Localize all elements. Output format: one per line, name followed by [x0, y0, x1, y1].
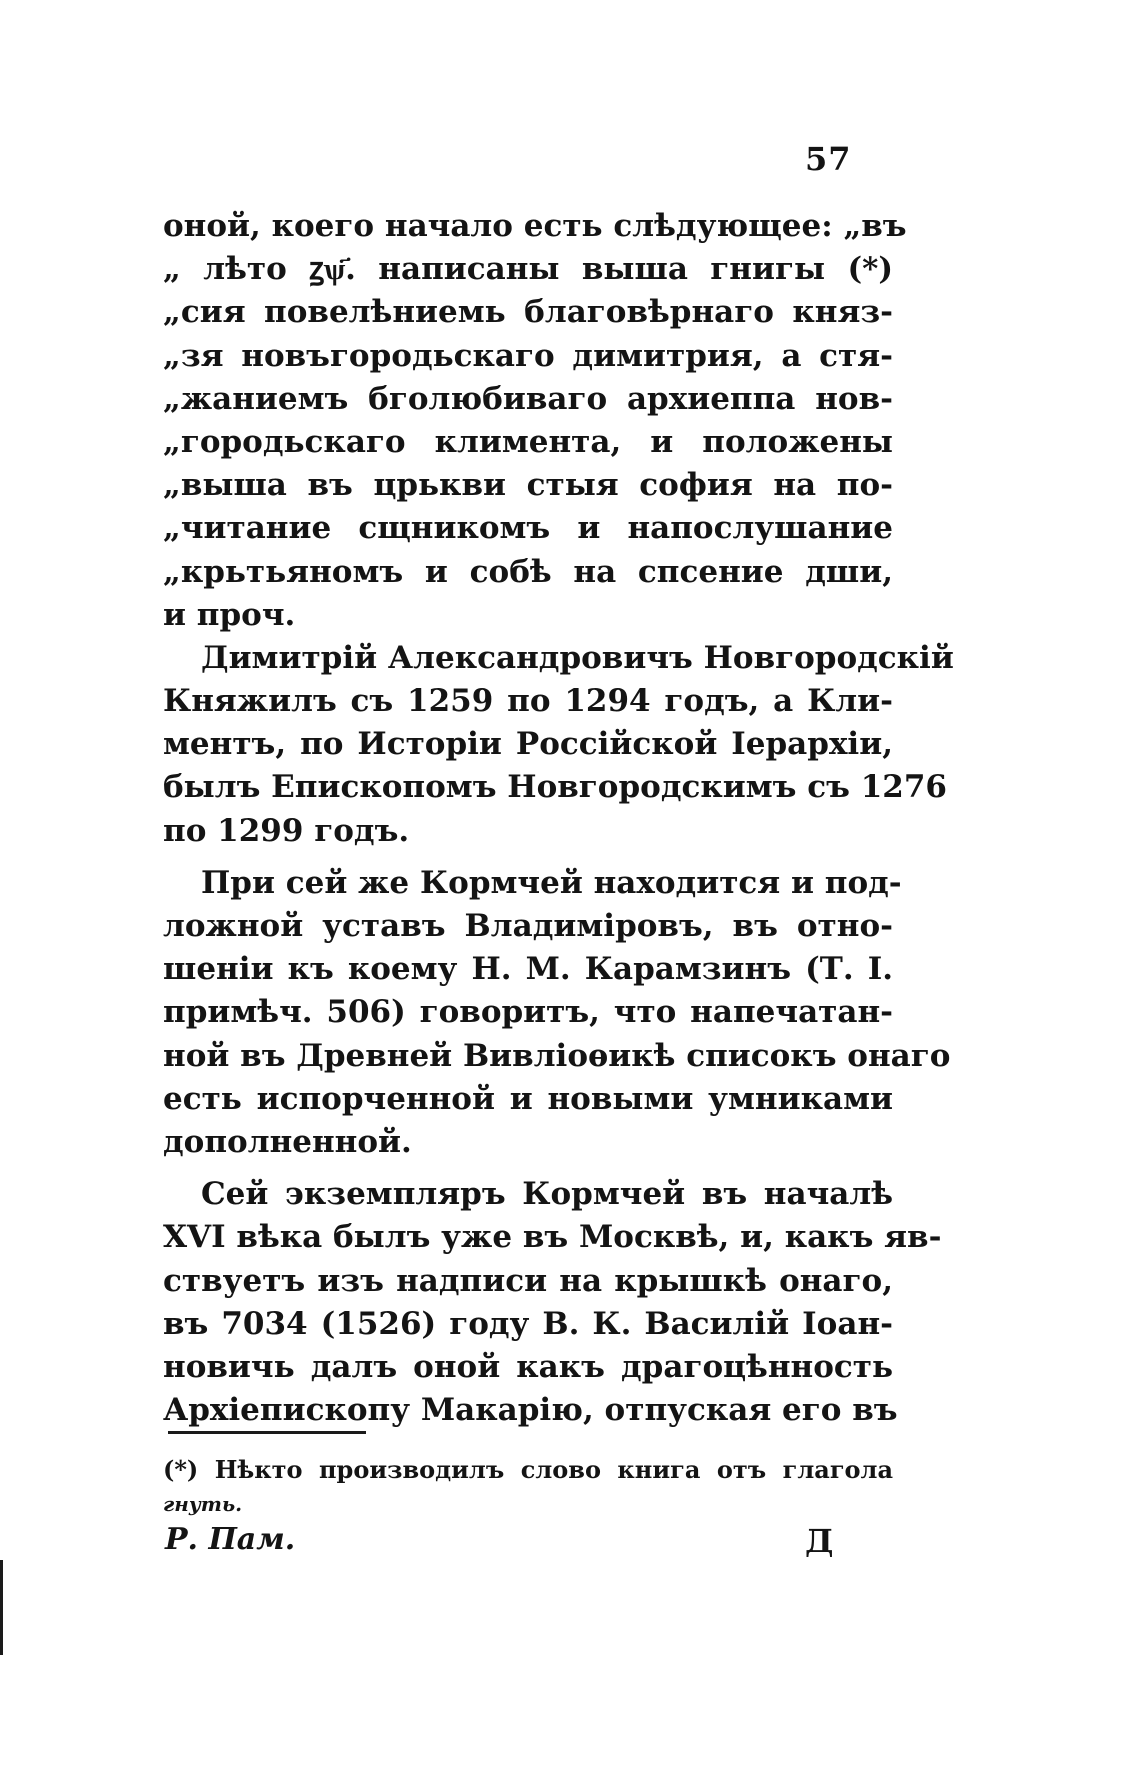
text-line: „крьтьяномъ и собѣ на спсение дши, [163, 553, 893, 590]
text-line: ментъ, по Исторіи Россійской Іерархіи, [163, 726, 893, 763]
text-line: „ лѣто ꙁѱ҃. написаны выша гнигы (*) [163, 251, 893, 288]
paragraph-gap [163, 1164, 893, 1173]
catchword: Д [805, 1522, 834, 1560]
text-line: Архіепископу Макарію, отпуская его въ [163, 1392, 898, 1429]
paragraph-3 [163, 862, 951, 1164]
footnote-rule [168, 1431, 366, 1434]
text-line: ствуетъ изъ надписи на крышкѣ онаго, [163, 1262, 893, 1299]
main-text [163, 205, 954, 1432]
text-line: дополненной. [163, 1123, 412, 1160]
text-line: Княжилъ съ 1259 по 1294 годъ, а Кли- [163, 683, 893, 720]
text-line: новичь далъ оной какъ драгоцѣнность [163, 1348, 893, 1385]
text-line: „читание сщникомъ и напослушание [163, 510, 893, 547]
footnote-line: гнуть. [163, 1492, 243, 1516]
text-line: XVI вѣка былъ уже въ Москвѣ, и, какъ яв- [163, 1219, 942, 1256]
paragraph-2 [163, 637, 954, 853]
text-line: примѣч. 506) говоритъ, что напечатан- [163, 994, 893, 1031]
signature-mark: Р. Пам. [165, 1522, 296, 1557]
paragraph-4 [163, 1173, 942, 1432]
paragraph-1 [163, 205, 907, 637]
footnote-line: (*) Нѣкто производилъ слово книга отъ глагола [163, 1455, 893, 1484]
scan-edge-mark [0, 1560, 3, 1655]
text-line: былъ Епископомъ Новгородскимъ съ 1276 [163, 769, 947, 806]
paragraph-gap [163, 853, 893, 862]
text-line: Сей экземпляръ Кормчей въ началѣ [201, 1176, 893, 1213]
text-line: есть испорченной и новыми умниками [163, 1080, 893, 1117]
text-line: ной въ Древней Вивліоѳикѣ списокъ онаго [163, 1037, 951, 1074]
footnote [163, 1453, 893, 1521]
text-line: „сия повелѣниемь благовѣрнаго княз- [163, 294, 893, 331]
text-line: При сей же Кормчей находится и под- [201, 864, 902, 901]
page-number: 57 [805, 140, 852, 178]
text-line: по 1299 годъ. [163, 812, 410, 849]
text-line: „выша въ црькви стыя софия на по- [163, 467, 893, 504]
text-line: и проч. [163, 596, 296, 633]
text-line: ложной уставъ Владиміровъ, въ отно- [163, 908, 893, 944]
text-line: „городьскаго климента, и положены [163, 423, 893, 460]
text-line: въ 7034 (1526) году В. К. Василій Іоан- [163, 1305, 893, 1342]
text-line: Димитрій Александровичъ Новгородскій [201, 639, 954, 676]
text-line: оной, коего начало есть слѣдующее: „въ [163, 208, 907, 244]
text-line: шеніи къ коему Н. М. Карамзинъ (Т. I. [163, 951, 893, 988]
text-line: „зя новъгородьскаго димитрия, а стя- [163, 337, 893, 374]
text-line: „жаниемъ бголюбиваго архиеппа нов- [163, 380, 893, 417]
